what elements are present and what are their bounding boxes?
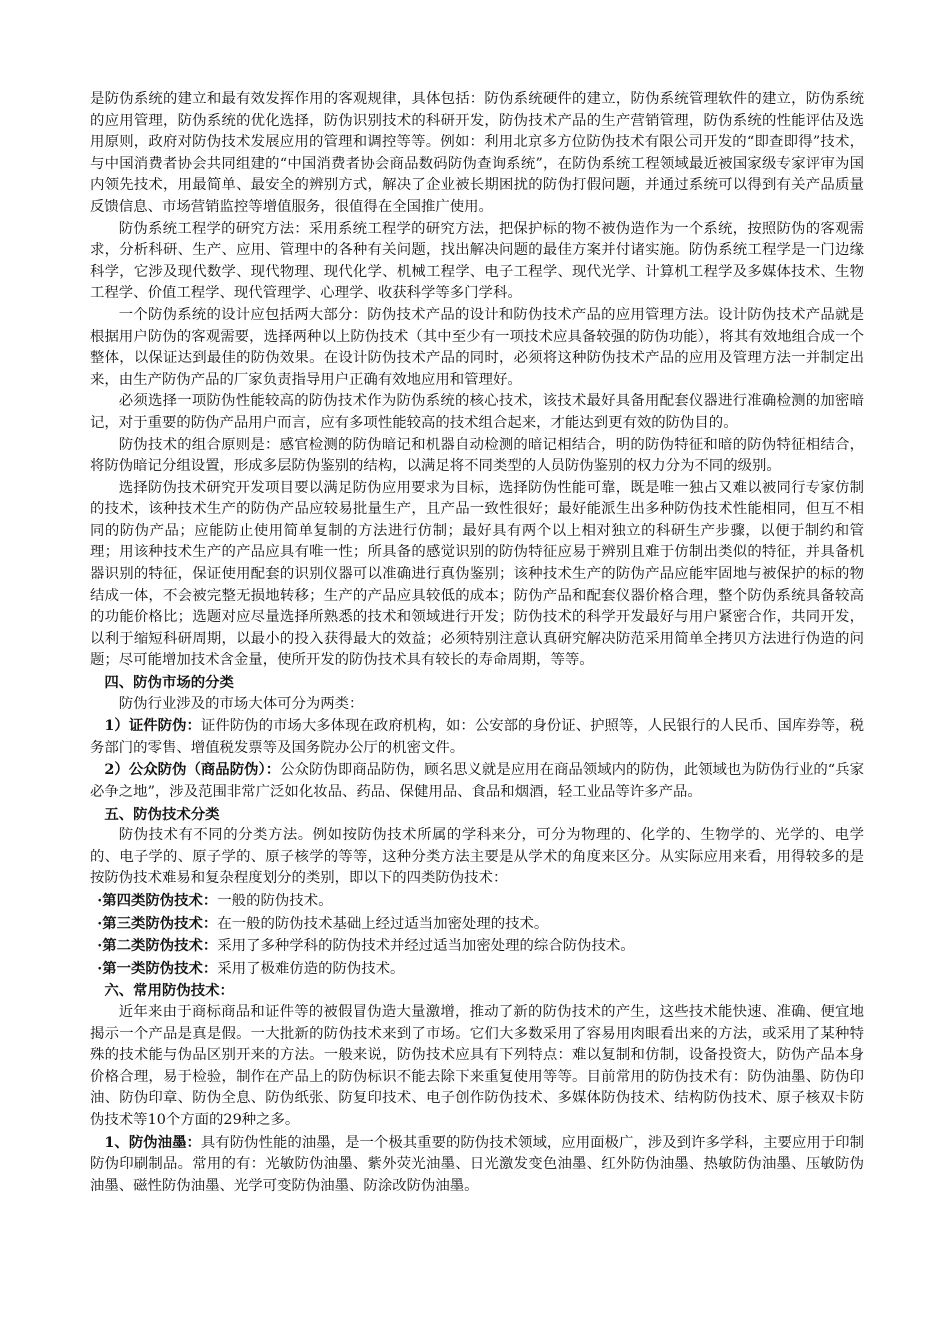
paragraph-system-design: 一个防伪系统的设计应包括两大部分：防伪技术产品的设计和防伪技术产品的应用管理方法。设计防伪技术产品就是根据用户防伪的客观需要，选择两种以上防伪技术（其中至少有一项技术应具备较强的防伪功能），将其有效地组合成一个整体，以保证达到最佳的防伪效果。在设计防伪技术产品的同时，必须将这种防伪技术产品的应用及管理方法一并制定出来，由生产防伪产品的厂家负责指导用户正确有效地应用和管理好。	[90, 306, 864, 388]
paragraph-market-intro: 防伪行业涉及的市场大体可分为两类：	[118, 695, 364, 712]
certificate-text: 证件防伪的市场大多体现在政府机构，如：公安部的身份证、护照等，人民银行的人民币、国库券等，税务部门的零售、增值税发票等及国务院办公厅的机密文件。	[90, 718, 864, 756]
list-item-label: ·第三类防伪技术：	[97, 914, 218, 932]
paragraph-public-anticounterfeit	[90, 759, 864, 803]
list-item-label: ·第一类防伪技术：	[97, 959, 218, 977]
paragraph-certificate-anticounterfeit	[90, 715, 864, 759]
list-item-label: ·第二类防伪技术：	[97, 937, 218, 955]
paragraph-anticounterfeit-ink	[90, 1132, 864, 1198]
list-item-class-2	[90, 935, 864, 958]
ink-text: 具有防伪性能的油墨，是一个极其重要的防伪技术领域，应用面极广，涉及到许多学科，主要应用于印制防伪印刷制品。常用的有：光敏防伪油墨、紫外荧光油墨、日光激发变色油墨、红外防伪油墨、热敏防伪油墨、压敏防伪油墨、磁性防伪油墨、光学可变防伪油墨、防涂改防伪油墨。	[90, 1134, 864, 1194]
section-heading-common-tech: 六、常用防伪技术：	[104, 982, 234, 1000]
section-heading-market: 四、防伪市场的分类	[104, 674, 234, 692]
paragraph-classification-intro: 防伪技术有不同的分类方法。例如按防伪技术所属的学科来分，可分为物理的、化学的、生物学的、光学的、电学的、电子学的、原子学的、原子核学的等等，这种分类方法主要是从学术的角度来区分。从实际应用来看，用得较多的是按防伪技术难易和复杂程度划分的类别，即以下的四类防伪技术：	[90, 827, 864, 887]
ink-label: 1、防伪油墨：	[104, 1133, 201, 1151]
list-item-class-4	[90, 890, 864, 913]
list-item-class-1	[90, 958, 864, 981]
paragraph-common-tech-intro: 近年来由于商标商品和证件等的被假冒伪造大量激增，推动了新的防伪技术的产生，这些技术能快速、准确、便宜地揭示一个产品是真是假。一大批新的防伪技术来到了市场。它们大多数采用了容易用肉眼看出来的方法，或采用了某种特殊的技术能与伪品区别开来的方法。一般来说，防伪技术应具有下列特点：难以复制和仿制，设备投资大，防伪产品本身价格合理，易于检验，制作在产品上的防伪标识不能去除下来重复使用等等。目前常用的防伪技术有：防伪油墨、防伪印油、防伪印章、防伪全息、防伪纸张、防复印技术、电子创作防伪技术、多媒体防伪技术、结构防伪技术、原子核双卡防伪技术等10个方面的29种之多。	[90, 1003, 864, 1128]
paragraph-rd-selection: 选择防伪技术研究开发项目要以满足防伪应用要求为目标，选择防伪性能可靠，既是唯一独占又难以被同行专家仿制的技术，该种技术生产的防伪产品应较易批量生产，且产品一致性很好；最好能派生出多种防伪技术性能相同，但互不相同的防伪产品；应能防止使用简单复制的方法进行仿制；最好具有两个以上相对独立的科研生产步骤，以便于制约和管理；用该种技术生产的产品应具有唯一性；所具备的感觉识别的防伪特征应易于辨别且难于仿制出类似的特征，并具备机器识别的特征，保证使用配套的识别仪器可以准确进行真伪鉴别；该种技术生产的防伪产品应能牢固地与被保护的标的物结成一体，不会被完整无损地转移；生产的产品应具较低的成本；防伪产品和配套仪器价格合理，整个防伪系统具备较高的功能价格比；选题对应尽量选择所熟悉的技术和领域进行开发；防伪技术的科学开发最好与用户紧密合作，共同开发，以利于缩短科研周期，以最小的投入获得最大的效益；必须特别注意认真研究解决防范采用简单全拷贝方法进行伪造的问题；尽可能增加技术含金量，使所开发的防伪技术具有较长的寿命周期，等等。	[90, 479, 864, 669]
public-text: 公众防伪即商品防伪，顾名思义就是应用在商品领域内的防伪，此领域也为防伪行业的“兵家必争之地”，涉及范围非常广泛如化妆品、药品、保健用品、食品和烟酒，轻工业品等许多产品。	[90, 762, 864, 800]
paragraph-combination-principle: 防伪技术的组合原则是：感官检测的防伪暗记和机器自动检测的暗记相结合，明的防伪特征和暗的防伪特征相结合，将防伪暗记分组设置，形成多层防伪鉴别的结构，以满足将不同类型的人员防伪鉴别的权力分为不同的级别。	[90, 436, 864, 475]
paragraph-system-intro: 是防伪系统的建立和最有效发挥作用的客观规律，具体包括：防伪系统硬件的建立，防伪系统管理软件的建立，防伪系统的应用管理，防伪系统的优化选择，防伪识别技术的科研开发，防伪技术产品的生产营销管理，防伪系统的性能评估及选用原则，政府对防伪技术发展应用的管理和调控等等。例如：利用北京多方位防伪技术有限公司开发的“即查即得”技术，与中国消费者协会共同组建的“中国消费者协会商品数码防伪查询系统”，在防伪系统工程领域最近被国家级专家评审为国内领先技术，用最简单、最安全的辨别方式，解决了企业被长期困扰的防伪打假问题，并通过系统可以得到有关产品质量反馈信息、市场营销监控等增值服务，很值得在全国推广使用。	[90, 91, 864, 215]
list-item-text: 采用了多种学科的防伪技术并经过适当加密处理的综合防伪技术。	[217, 938, 635, 955]
list-item-text: 采用了极难仿造的防伪技术。	[217, 960, 405, 977]
list-item-text: 一般的防伪技术。	[217, 892, 333, 909]
list-item-text: 在一般的防伪技术基础上经过适当加密处理的技术。	[217, 915, 549, 932]
paragraph-core-technology: 必须选择一项防伪性能较高的防伪技术作为防伪系统的核心技术，该技术最好具备用配套仪器进行准确检测的加密暗记，对于重要的防伪产品用户而言，应有多项性能较高的技术组合起来，才能达到更有效的防伪目的。	[90, 393, 864, 431]
list-item-label: ·第四类防伪技术：	[97, 891, 218, 909]
paragraph-research-method: 防伪系统工程学的研究方法：采用系统工程学的研究方法，把保护标的物不被伪造作为一个系统，按照防伪的客观需求，分析科研、生产、应用、管理中的各种有关问题，找出解决问题的最佳方案并付诸实施。防伪系统工程学是一门边缘科学，它涉及现代数学、现代物理、现代化学、机械工程学、电子工程学、现代光学、计算机工程学及多媒体技术、生物工程学、价值工程学、现代管理学、心理学、收获科学等多门学科。	[90, 220, 864, 302]
section-heading-classification: 五、防伪技术分类	[104, 805, 220, 823]
list-item-class-3	[90, 913, 864, 936]
certificate-label: 1）证件防伪：	[104, 717, 201, 735]
public-label: 2）公众防伪（商品防伪）：	[104, 761, 281, 779]
